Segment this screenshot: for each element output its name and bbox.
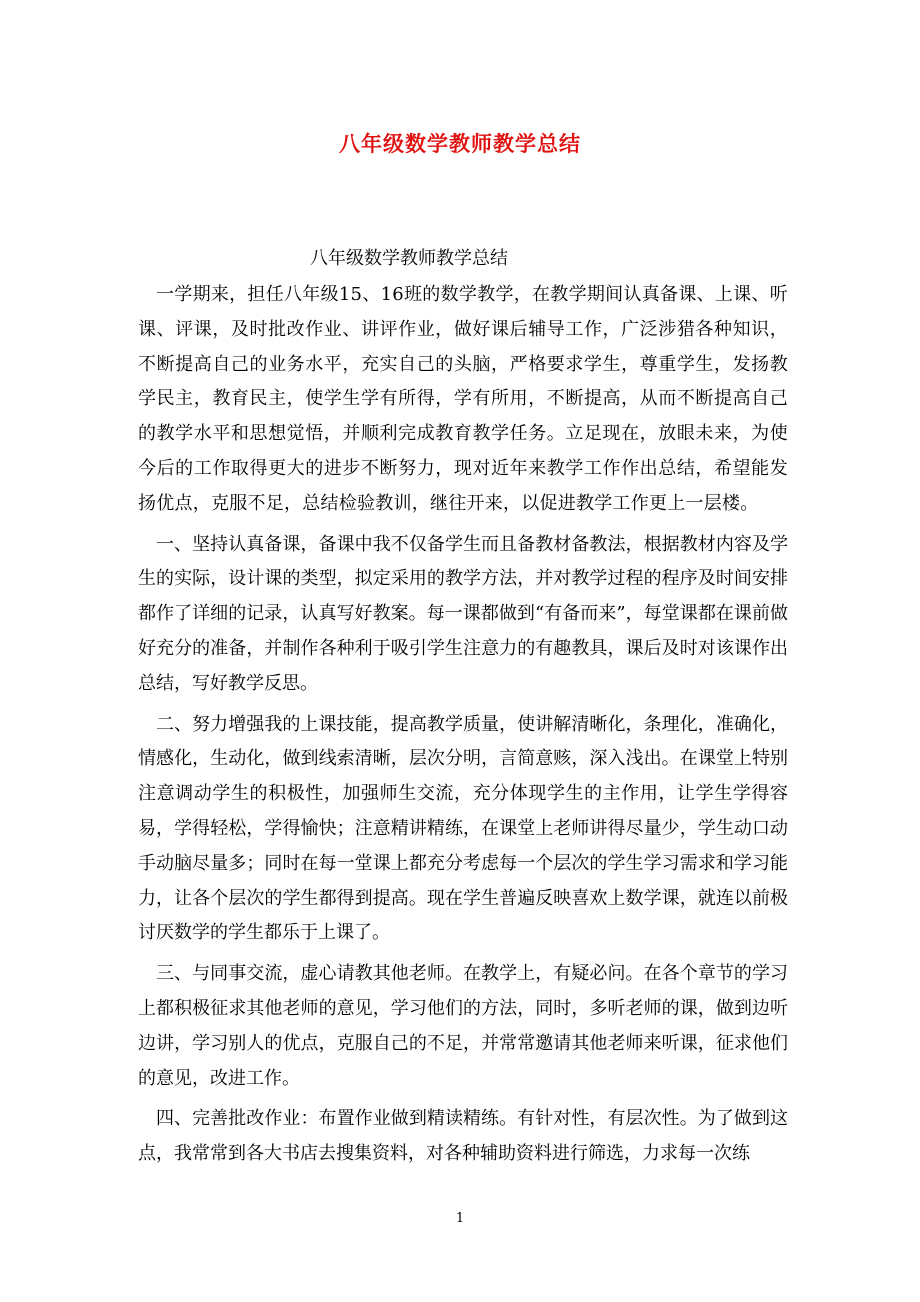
paragraph-intro: 一学期来，担任八年级15、16班的数学教学，在教学期间认真备课、上课、听课、评课，及时批改作业、讲评作业，做好课后辅导工作，广泛涉猎各种知识，不断提高自己的业务水平，充实自己的头脑，严格要求学生，尊重学生，发扬教学民主，教育民主，使学生学有所得，学有所用，不断提高，从而不断提高自己的教学水平和思想觉悟，并顺利完成教育教学任务。立足现在，放眼未来，为使今后的工作取得更大的进步不断努力，现对近年来教学工作作出总结，希望能发扬优点，克服不足，总结检验教训，继往开来，以促进教学工作更上一层楼。 [138,284,788,514]
paragraph-preparation: 一、坚持认真备课，备课中我不仅备学生而且备教材备教法，根据教材内容及学生的实际，设计课的类型，拟定采用的教学方法，并对教学过程的程序及时间安排都作了详细的记录，认真写好教案。每一课都做到“有备而来”，每堂课都在课前做好充分的准备，并制作各种利于吸引学生注意力的有趣教具，课后及时对该课作出总结，写好教学反思。 [138,533,788,694]
paragraph-homework: 四、完善批改作业：布置作业做到精读精练。有针对性，有层次性。为了做到这点，我常常到各大书店去搜集资料，对各种辅助资料进行筛选，力求每一次练 [138,1108,788,1165]
paragraph-teaching-skills: 二、努力增强我的上课技能，提高教学质量，使讲解清晰化，条理化，准确化，情感化，生动化，做到线索清晰，层次分明，言简意赅，深入浅出。在课堂上特别注意调动学生的积极性，加强师生交流，充分体现学生的主作用，让学生学得容易，学得轻松，学得愉快；注意精讲精练，在课堂上老师讲得尽量少，学生动口动手动脑尽量多；同时在每一堂课上都充分考虑每一个层次的学生学习需求和学习能力，让各个层次的学生都得到提高。现在学生普遍反映喜欢上数学课，就连以前极讨厌数学的学生都乐于上课了。 [138,713,788,944]
document-body [138,278,788,1172]
document-subtitle: 八年级数学教师教学总结 [310,248,508,269]
document-title: 八年级数学教师教学总结 [339,131,581,156]
paragraph-colleague-exchange: 三、与同事交流，虚心请教其他老师。在教学上，有疑必问。在各个章节的学习上都积极征求其他老师的意见，学习他们的方法，同时，多听老师的课，做到边听边讲，学习别人的优点，克服自己的不足，并常常邀请其他老师来听课，征求他们的意见，改进工作。 [138,963,788,1089]
page-number: 1 [455,1211,465,1226]
